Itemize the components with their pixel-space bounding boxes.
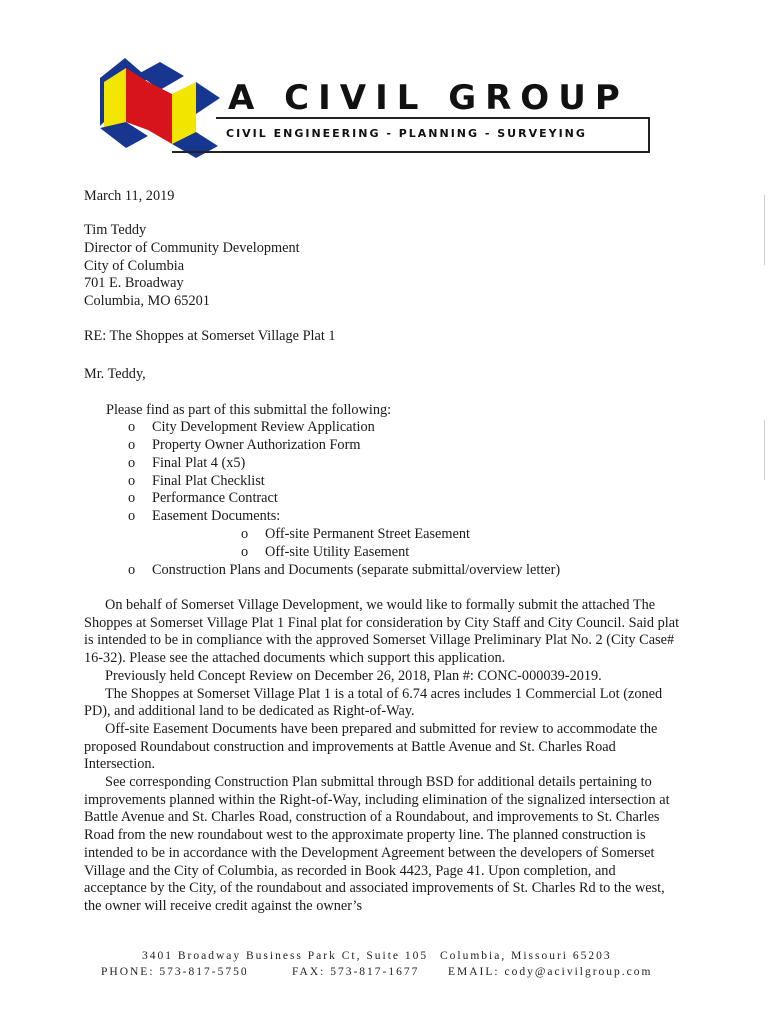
list-bullet: o <box>128 473 136 489</box>
body-paragraph: See corresponding Construction Plan submittal through BSD for additional details pertaining to improvements planned within the Right-of-Way, including elimination of the signalized intersection at Battle Avenue and St. Charles Road, construction of a Roundabout, and improvements to St. Charles Road from the new roundabout west to the approximate property line. The planned construction is intended to be in accordance with the Development Agreement between the developers of Somerset Village and the City of Columbia, as recorded in Book 4423, Page 41. Upon completion, and acceptance by the City, of the roundabout and associated improvements of St. Charles Rd to the west, the owner will receive credit against the owner’s <box>84 774 670 914</box>
company-logo-icon <box>100 58 220 158</box>
company-name: A CIVIL GROUP <box>228 78 629 118</box>
body-paragraph: The Shoppes at Somerset Village Plat 1 is a total of 6.74 acres includes 1 Commercial Lot (zoned PD), and additional land to be dedicated as Right-of-Way. <box>84 685 663 720</box>
footer-address: 3401 Broadway Business Park Ct, Suite 105 <box>142 950 429 962</box>
list-bullet: o <box>128 562 136 578</box>
list-bullet: o <box>128 437 136 453</box>
footer-email: EMAIL: cody@acivilgroup.com <box>448 966 653 978</box>
list-bullet: o <box>128 508 136 524</box>
recipient-title: Director of Community Development <box>84 240 300 256</box>
salutation: Mr. Teddy, <box>84 366 146 382</box>
sublist-item: Off-site Utility Easement <box>265 544 410 560</box>
recipient-org: City of Columbia <box>84 258 185 274</box>
recipient-name: Tim Teddy <box>84 222 147 238</box>
list-item: Property Owner Authorization Form <box>152 437 361 453</box>
list-item: Construction Plans and Documents (separate submittal/overview letter) <box>152 562 561 578</box>
sublist-item: Off-site Permanent Street Easement <box>265 526 470 542</box>
footer-fax: FAX: 573-817-1677 <box>292 966 420 978</box>
list-item: Final Plat 4 (x5) <box>152 455 246 471</box>
list-item: Performance Contract <box>152 490 278 506</box>
logo-cube-blue-right <box>196 82 220 114</box>
list-bullet: o <box>128 419 136 435</box>
letter-date: March 11, 2019 <box>84 188 175 204</box>
scan-edge-mark <box>764 195 765 265</box>
scan-edge-mark <box>764 420 765 480</box>
body-paragraph: Previously held Concept Review on December 26, 2018, Plan #: CONC-000039-2019. <box>105 667 602 684</box>
body-paragraph: On behalf of Somerset Village Development, we would like to formally submit the attached The Shoppes at Somerset Village Plat 1 Final plat for consideration by City Staff and City Council. Said plat is intended to be in compliance with the approved Somerset Village Preliminary Plat No. 2 (City Case# 16-32). Please see the attached documents which support this application. <box>84 597 680 667</box>
logo-cube-red-center <box>148 82 172 144</box>
body-paragraph: Off-site Easement Documents have been prepared and submitted for review to accommodate the proposed Roundabout construction and improvements at Battle Avenue and St. Charles Road Intersection. <box>84 720 658 773</box>
sublist-bullet: o <box>241 526 249 542</box>
list-item: City Development Review Application <box>152 419 375 435</box>
list-intro: Please find as part of this submittal the following: <box>106 402 392 418</box>
footer-city: Columbia, Missouri 65203 <box>440 950 612 962</box>
footer-phone: PHONE: 573-817-5750 <box>101 966 249 978</box>
recipient-street: 701 E. Broadway <box>84 275 184 291</box>
list-bullet: o <box>128 455 136 471</box>
recipient-city: Columbia, MO 65201 <box>84 293 210 309</box>
list-item: Easement Documents: <box>152 508 281 524</box>
list-bullet: o <box>128 490 136 506</box>
subject-line: RE: The Shoppes at Somerset Village Plat 1 <box>84 328 336 344</box>
sublist-bullet: o <box>241 544 249 560</box>
list-item: Final Plat Checklist <box>152 473 265 489</box>
letter-body <box>84 597 680 916</box>
company-tagline: CIVIL ENGINEERING - PLANNING - SURVEYING <box>226 127 587 140</box>
